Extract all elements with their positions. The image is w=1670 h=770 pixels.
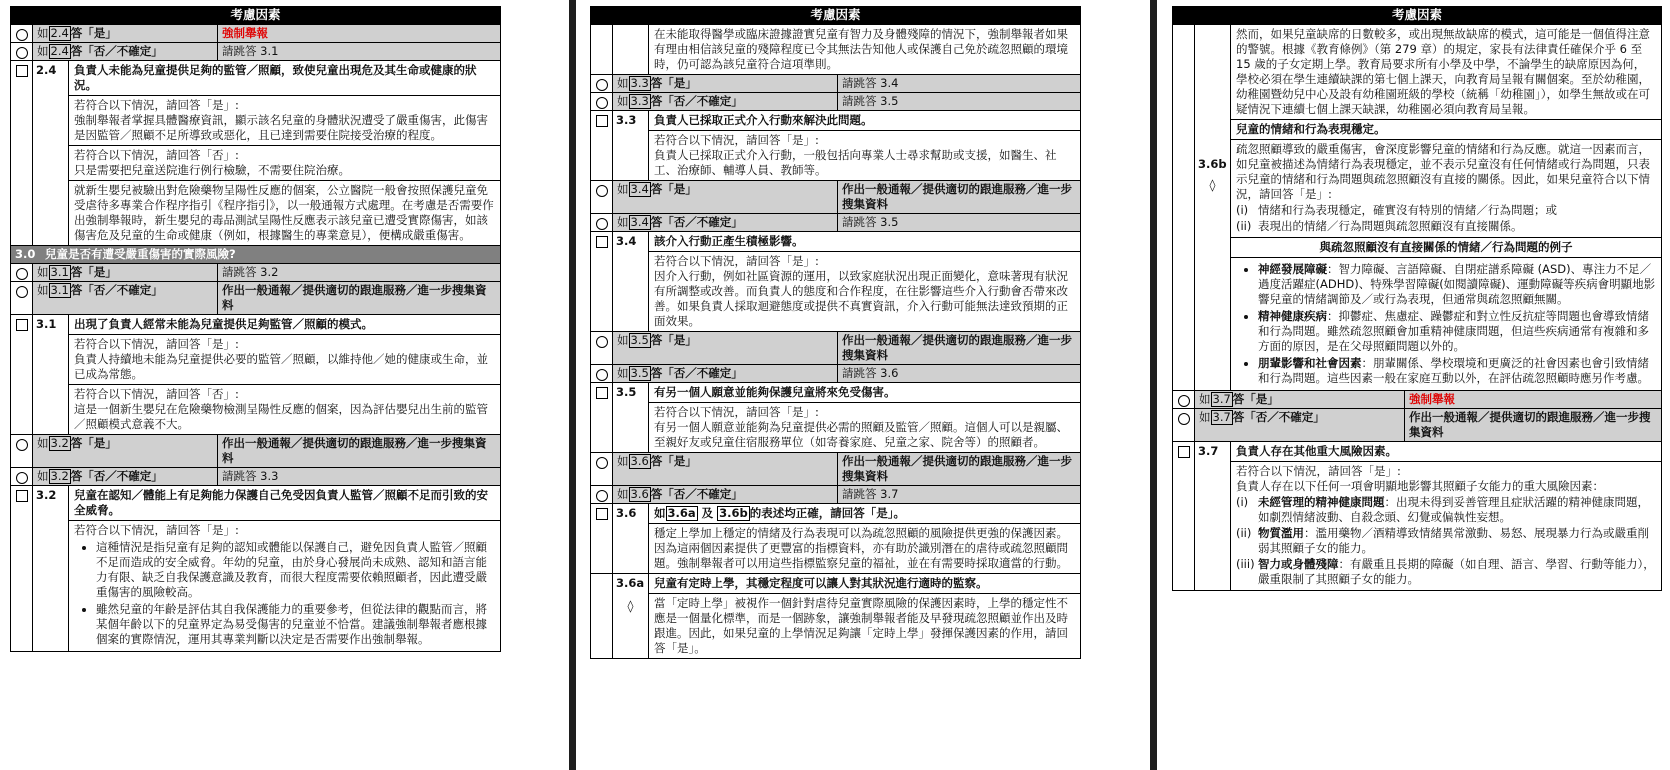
action-text: 作出一般通報／提供適切的跟進服務／進一步搜集資料 <box>838 332 1080 364</box>
radio-option[interactable] <box>16 439 28 451</box>
answer-row-yes: 如 2.4 答「是」 強制舉報 <box>11 24 500 42</box>
question-ref: 3.5 <box>630 366 649 380</box>
guidance-yes: 若符合以下情況，請回答「是」: 負責人存在以下任何一項會明顯地影響其照顧子女能力的重大風險因素： (i) 未經管理的精神健康問題：出現未得到妥善管理且症狀活躍的精神健康問題，如劇烈情緒波動、自殺念頭、幻覺或偏執性妄想。 (ii) 物質濫用：濫用藥物／酒精導致情緒異常激動、易怒、展現暴力行為或嚴重削弱其照顧子女的能力。 (iii) 智力或身體殘障：有嚴重且長期的障礙（如自理、語言、學習、行動等能力），嚴重限制了其照顧子女的能力。 <box>1231 461 1661 590</box>
answer-row-no: 如 3.2 答「否／不確定」 請跳答 3.3 <box>11 467 500 485</box>
question-ref: 3.3 <box>630 76 649 90</box>
bullet-item: • 神經發展障礙：智力障礙、言語障礙、自閉症譜系障礙 (ASD)、專注力不足／過度活躍症(ADHD)、特殊學習障礙(如閱讀障礙)、運動障礙等疾病會明顯地影響兒童的情緒調節及／或行為表現，但通常與疏忽照顧無關。 <box>1258 262 1656 307</box>
guidance-yes: 若符合以下情況，請回答「是」: • 這種情況是指兒童有足夠的認知或體能以保護自己，避免因負責人監管／照顧不足而造成的安全威脅。年幼的兒童，由於身心發展尚未成熟、認知和語言能力有限、缺乏自我保護意識及教育，而很大程度需要依賴照顧者，因此遭受嚴重傷害的風險較高。 • 雖然兒童的年齡是評估其自我保護能力的重要參考，但從法律的觀點而言，將某個年齡以下的兒童界定為易受傷害的兒童並不恰當。建議強制舉報者應根據個案的實際情況，運用其專業判斷以決定是否需要作出強制舉報。 <box>69 520 500 651</box>
guidance-no: 若符合以下情況，請回答「否」: 只是需要把兒童送院進行例行檢驗，不需要住院治療。 <box>69 145 500 180</box>
guidance-yes: 若符合以下情況，請回答「是」: 負責人持續地未能為兒童提供必要的監管／照顧，以維持他／她的健康或生命，並已成為常態。 <box>69 334 500 384</box>
action-text: 請跳答 3.5 <box>838 93 1080 110</box>
page-divider <box>569 0 576 770</box>
question-3-5: 3.5 有另一個人願意並能夠保護兒童將來免受傷害。 若符合以下情況，請回答「是」: 有另一個人願意並能夠為兒童提供必需的照顧及監管／照顧。這個人可以是親屬、至親好友或兒童住宿服務單位（如寄養家庭、兒童之家、院舍等）的照顧者。 <box>591 382 1080 452</box>
page-column-2 <box>590 6 1081 659</box>
question-ref: 3.4 <box>630 215 649 229</box>
action-text: 請跳答 3.4 <box>838 75 1080 92</box>
radio-option[interactable] <box>16 472 28 484</box>
question-title: 如 3.6a 及 3.6b 的表述均正確，請回答「是」。 <box>654 506 906 520</box>
answer-row-yes: 如 3.7 答「是」 強制舉報 <box>1173 390 1661 408</box>
checkbox[interactable] <box>596 508 608 520</box>
continuation-block: 在未能取得醫學或臨床證據證實兒童有智力及身體殘障的情況下，強制舉報者如果有理由相信該兒童的殘障程度已令其無法告知他人或保護自己免於疏忽照顧的環境時，仍可認為該兒童符合這項準則。 <box>591 24 1080 74</box>
answer-row-no: 如 3.4 答「否／不確定」 請跳答 3.5 <box>591 213 1080 231</box>
question-ref: 2.4 <box>50 44 69 58</box>
radio-option[interactable] <box>596 369 608 381</box>
question-title: 負責人已採取正式介入行動來解決此問題。 <box>654 113 873 127</box>
question-title: 負責人未能為兒童提供足夠的監管／照顧，致使兒童出現危及其生命或健康的狀況。 <box>74 63 477 92</box>
answer-row-yes: 如 3.2 答「是」 作出一般通報／提供適切的跟進服務／進一步搜集資料 <box>11 434 500 467</box>
guidance-yes: 若符合以下情況，請回答「是」: 負責人已採取正式介入行動，一般包括向專業人士尋求幫助或支援，如醫生、社工、治療師、輔導人員、教師等。 <box>649 130 1080 180</box>
question-title: 負責人存在其他重大風險因素。 <box>1236 444 1397 458</box>
question-ref: 2.4 <box>50 26 69 40</box>
radio-option[interactable] <box>596 97 608 109</box>
question-3-6a: 3.6a ◊ 兒童有定時上學，其穩定程度可以讓人對其狀況進行適時的監察。 當「定時上學」被視作一個針對虐待兒童實際風險的保護因素時，上學的穩定性不應是一個量化標準，而是一個跡象，讓強制舉報者能及早發現疏忽照顧並作出及時跟進。因此，如果兒童的上學情況足夠讓「定時上學」發揮保護因素的作用，請回答「是」。 <box>591 573 1080 658</box>
page-divider <box>1150 0 1157 770</box>
answer-row-yes: 如 3.6 答「是」 作出一般通報／提供適切的跟進服務／進一步搜集資料 <box>591 452 1080 485</box>
answer-row-no: 如 3.5 答「否／不確定」 請跳答 3.6 <box>591 364 1080 382</box>
action-text: 強制舉報 <box>1405 391 1661 408</box>
answer-row-yes: 如 3.3 答「是」 請跳答 3.4 <box>591 74 1080 92</box>
question-ref: 3.1 <box>50 265 69 279</box>
answer-row-no: 如 3.7 答「否／不確定」 作出一般通報／提供適切的跟進服務／進一步搜集資料 <box>1173 408 1661 441</box>
column-header: 考慮因素 <box>11 6 500 24</box>
action-text: 作出一般通報／提供適切的跟進服務／進一步搜集資料 <box>838 453 1080 485</box>
question-3-6b: 3.6b ◊ 然而，如果兒童缺席的日數較多，或出現無故缺席的模式，這可能是一個值得注意的警號。根據《教育條例》（第 279 章）的規定，家長有法律責任確保介乎 6 至 15 歲的子女定期上學。教育局要求所有小學及中學，不論學生的缺席原因為何，學校必須在學生連續缺課的第七個上課天，向教育局呈報有關個案。至於幼稚園，幼稚園暨幼兒中心及設有幼稚園班級的學校（統稱「幼稚園」），如學生無故或在可疑情況下連續七個上課天缺課，幼稚園必須向教育局呈報。 兒童的情緒和行為表現穩定。 疏忽照顧導致的嚴重傷害，會深度影響兒童的情緒和行為反應。就這一因素而言，如兒童被描述為情緒行為表現穩定，並不表示兒童沒有任何情緒或行為問題，只表示兒童的情緒和行為問題與疏忽照顧沒有直接的關係。因此，如果兒童符合以下情況，請回答「是」: (i) 情緒和行為表現穩定，確實沒有特別的情緒／行為問題；或 (ii) 表現出的情緒／行為問題與疏忽照顧沒有直接關係。 與疏忽照顧沒有直接關係的情緒／行為問題的例子 • 神經發展障礙：智力障礙、言語障礙、自閉症譜系障礙 (ASD)、專注力不足／過度活躍症(ADHD)、特殊學習障礙(如閱讀障礙)、運動障礙等疾病會明顯地影響兒童的情緒調節及／或行為表現，但通常與疏忽照顧無關。 • 精神健康疾病：抑鬱症、焦慮症、躁鬱症和對立性反抗症等問題也會導致情緒和行為問題。雖然疏忽照顧會加重精神健康問題，但這些疾病通常有複雜和多方面的原因，是在父母照顧問題以外的。 • 朋輩影響和社會因素：朋輩關係、學校環境和更廣泛的社會因素也會引致情緒和行為問題。這些因素一般在家庭互動以外，在評估疏忽照顧時應另作考慮。 <box>1173 24 1661 390</box>
action-text: 請跳答 3.2 <box>218 264 500 281</box>
action-text: 請跳答 3.3 <box>218 468 500 485</box>
radio-option[interactable] <box>1178 395 1190 407</box>
checkbox[interactable] <box>1178 446 1190 458</box>
answer-row-no: 如 2.4 答「否／不確定」 請跳答 3.1 <box>11 42 500 60</box>
checkbox[interactable] <box>596 387 608 399</box>
action-text: 作出一般通報／提供適切的跟進服務／進一步搜集資料 <box>218 435 500 467</box>
question-3-4: 3.4 該介入行動正產生積極影響。 若符合以下情況，請回答「是」: 因介入行動，例如社區資源的運用，以致家庭狀況出現正面變化，意味著現有狀況有所調整或改善。而負責人的態度和合作程度，在往影響這些介入行動會否帶來改善。如果負責人採取迴避態度或提供不真實資訊，介入行動可能無法達致預期的正面效果。 <box>591 231 1080 331</box>
column-header: 考慮因素 <box>1173 6 1661 24</box>
guidance-text: 當「定時上學」被視作一個針對虐待兒童實際風險的保護因素時，上學的穩定性不應是一個量化標準，而是一個跡象，讓強制舉報者能及早發現疏忽照顧並作出及時跟進。因此，如果兒童的上學情況足夠讓「定時上學」發揮保護因素的作用，請回答「是」。 <box>649 593 1080 658</box>
action-text: 請跳答 3.1 <box>218 43 500 60</box>
checkbox[interactable] <box>16 65 28 77</box>
guidance-note: 就新生嬰兒被驗出對危險藥物呈陽性反應的個案，公立醫院一般會按照保護兒童免受虐待多專業合作程序指引《程序指引》，以一般通報方式處理。在考慮是否需要作出強制舉報時，新生嬰兒的毒品測試呈陽性反應表示該兒童已遭受實際傷害，如該傷害危及兒童的生命或健康（例如，根據醫生的專業意見），便構成嚴重傷害。 <box>69 180 500 245</box>
answer-row-no: 如 3.3 答「否／不確定」 請跳答 3.5 <box>591 92 1080 110</box>
answer-row-no: 如 3.6 答「否／不確定」 請跳答 3.7 <box>591 485 1080 503</box>
diamond-icon: ◊ <box>1209 178 1216 192</box>
question-ref: 3.6a <box>667 506 696 520</box>
question-ref: 3.3 <box>630 94 649 108</box>
question-ref: 3.1 <box>50 283 69 297</box>
question-2-4: 2.4 負責人未能為兒童提供足夠的監管／照顧，致使兒童出現危及其生命或健康的狀況。 若符合以下情況，請回答「是」: 強制舉報者掌握具體醫療資訊，顯示該名兒童的身體狀況遭受了嚴重傷害，此傷害是因監管／照顧不足所導致或惡化，且已達到需要住院接受治療的程度。 若符合以下情況，請回答「否」: 只是需要把兒童送院進行例行檢驗，不需要住院治療。 就新生嬰兒被驗出對危險藥物呈陽性反應的個案，公立醫院一般會按照保護兒童免受虐待多專業合作程序指引《程序指引》，以一般通報方式處理。在考慮是否需要作出強制舉報時，新生嬰兒的毒品測試呈陽性反應表示該兒童已遭受實際傷害，如該傷害危及兒童的生命或健康（例如，根據醫生的專業意見），便構成嚴重傷害。 <box>11 60 500 245</box>
bullet-item: • 雖然兒童的年齡是評估其自我保護能力的重要參考，但從法律的觀點而言，將某個年齡以下的兒童界定為易受傷害的兒童並不恰當。建議強制舉報者應根據個案的實際情況，運用其專業判斷以決定是否需要作出強制舉報。 <box>96 602 495 647</box>
question-title: 兒童在認知／體能上有足夠能力保護自己免受因負責人監管／照顧不足而引致的安全威脅。 <box>74 488 488 517</box>
answer-row-yes: 如 3.1 答「是」 請跳答 3.2 <box>11 263 500 281</box>
action-text: 作出一般通報／提供適切的跟進服務／進一步搜集資料 <box>1405 409 1661 441</box>
action-text: 請跳答 3.6 <box>838 365 1080 382</box>
answer-row-no: 如 3.1 答「否／不確定」 作出一般通報／提供適切的跟進服務／進一步搜集資料 <box>11 281 500 314</box>
question-ref: 3.6 <box>630 487 649 501</box>
guidance-text: 穩定上學加上穩定的情緒及行為表現可以為疏忽照顧的風險提供更強的保護因素。因為這兩個因素提供了更豐富的指標資料，亦有助於識別潛在的虐待或疏忽照顧問題。強制舉報者可以用這些指標監察兒童的福祉，並在有需要時採取適當的行動。 <box>649 523 1080 573</box>
examples-list <box>1231 257 1661 390</box>
radio-option[interactable] <box>16 47 28 59</box>
radio-option[interactable] <box>1178 413 1190 425</box>
guidance-no: 若符合以下情況，請回答「否」: 這是一個新生嬰兒在危險藥物檢測呈陽性反應的個案，因為評估嬰兒出生前的監管／照顧模式意義不大。 <box>69 384 500 434</box>
question-title: 出現了負責人經常未能為兒童提供足夠監管／照顧的模式。 <box>74 317 373 331</box>
question-title: 兒童的情緒和行為表現穩定。 <box>1231 119 1661 139</box>
radio-option[interactable] <box>596 490 608 502</box>
question-title: 有另一個人願意並能夠保護兒童將來免受傷害。 <box>654 385 896 399</box>
action-text: 請跳答 3.5 <box>838 214 1080 231</box>
page-column-1 <box>10 6 501 652</box>
question-ref: 3.2 <box>50 469 69 483</box>
question-ref: 3.7 <box>1212 410 1231 424</box>
bullet-item: • 朋輩影響和社會因素：朋輩關係、學校環境和更廣泛的社會因素也會引致情緒和行為問題。這些因素一般在家庭互動以外，在評估疏忽照顧時應另作考慮。 <box>1258 356 1656 386</box>
question-3-7: 3.7 負責人存在其他重大風險因素。 若符合以下情況，請回答「是」: 負責人存在以下任何一項會明顯地影響其照顧子女能力的重大風險因素： (i) 未經管理的精神健康問題：出現未得到妥善管理且症狀活躍的精神健康問題，如劇烈情緒波動、自殺念頭、幻覺或偏執性妄想。 (ii) 物質濫用：濫用藥物／酒精導致情緒異常激動、易怒、展現暴力行為或嚴重削弱其照顧子女的能力。 (iii) 智力或身體殘障：有嚴重且長期的障礙（如自理、語言、學習、行動等能力），嚴重限制了其照顧子女的能力。 <box>1173 441 1661 590</box>
guidance-yes: 若符合以下情況，請回答「是」: 有另一個人願意並能夠為兒童提供必需的照顧及監管／照顧。這個人可以是親屬、至親好友或兒童住宿服務單位（如寄養家庭、兒童之家、院舍等）的照顧者。 <box>649 402 1080 452</box>
question-title: 兒童有定時上學，其穩定程度可以讓人對其狀況進行適時的監察。 <box>654 576 988 590</box>
checkbox[interactable] <box>596 236 608 248</box>
guidance-yes: 若符合以下情況，請回答「是」: 因介入行動，例如社區資源的運用，以致家庭狀況出現正面變化，意味著現有狀況有所調整或改善。而負責人的態度和合作程度，在往影響這些介入行動會否帶來改善。如果負責人採取迴避態度或提供不真實資訊，介入行動可能無法達致預期的正面效果。 <box>649 251 1080 331</box>
continuation-text: 然而，如果兒童缺席的日數較多，或出現無故缺席的模式，這可能是一個值得注意的警號。根據《教育條例》（第 279 章）的規定，家長有法律責任確保介乎 6 至 15 歲的子女定期上學。教育局要求所有小學及中學，不論學生的缺席原因為何，學校必須在學生連續缺課的第七個上課天，向教育局呈報有關個案。至於幼稚園，幼稚園暨幼兒中心及設有幼稚園班級的學校（統稱「幼稚園」），如學生無故或在可疑情況下連續七個上課天缺課，幼稚園必須向教育局呈報。 <box>1236 27 1650 116</box>
radio-option[interactable] <box>596 79 608 91</box>
diamond-icon: ◊ <box>627 599 634 613</box>
radio-option[interactable] <box>596 457 608 469</box>
question-3-3: 3.3 負責人已採取正式介入行動來解決此問題。 若符合以下情況，請回答「是」: 負責人已採取正式介入行動，一般包括向專業人士尋求幫助或支援，如醫生、社工、治療師、輔導人員、教師等。 <box>591 110 1080 180</box>
page-column-3 <box>1172 6 1662 591</box>
guidance-yes: 疏忽照顧導致的嚴重傷害，會深度影響兒童的情緒和行為反應。就這一因素而言，如兒童被描述為情緒行為表現穩定，並不表示兒童沒有任何情緒或行為問題，只表示兒童的情緒和行為問題與疏忽照顧沒有直接的關係。因此，如果兒童符合以下情況，請回答「是」: (i) 情緒和行為表現穩定，確實沒有特別的情緒／行為問題；或 (ii) 表現出的情緒／行為問題與疏忽照顧沒有直接關係。 <box>1231 139 1661 237</box>
question-ref: 3.4 <box>630 182 649 196</box>
checkbox[interactable] <box>596 115 608 127</box>
bullet-item: • 這種情況是指兒童有足夠的認知或體能以保護自己，避免因負責人監管／照顧不足而造成的安全威脅。年幼的兒童，由於身心發展尚未成熟、認知和語言能力有限、缺乏自我保護意識及教育，而很大程度需要依賴照顧者，因此遭受嚴重傷害的風險較高。 <box>96 540 495 600</box>
examples-header: 與疏忽照顧沒有直接關係的情緒／行為問題的例子 <box>1231 237 1661 257</box>
radio-option[interactable] <box>596 185 608 197</box>
question-title: 該介入行動正產生積極影響。 <box>654 234 804 248</box>
action-text: 作出一般通報／提供適切的跟進服務／進一步搜集資料 <box>218 282 500 314</box>
question-ref: 3.2 <box>50 436 69 450</box>
guidance-yes: 若符合以下情況，請回答「是」: 強制舉報者掌握具體醫療資訊，顯示該名兒童的身體狀況遭受了嚴重傷害，此傷害是因監管／照顧不足所導致或惡化，且已達到需要住院接受治療的程度。 <box>69 95 500 145</box>
question-ref: 3.6 <box>630 454 649 468</box>
question-ref: 3.7 <box>1212 392 1231 406</box>
radio-option[interactable] <box>596 336 608 348</box>
question-ref: 3.6b <box>719 506 748 520</box>
question-3-1: 3.1 出現了負責人經常未能為兒童提供足夠監管／照顧的模式。 若符合以下情況，請回答「是」: 負責人持續地未能為兒童提供必要的監管／照顧，以維持他／她的健康或生命，並已成為常態。 若符合以下情況，請回答「否」: 這是一個新生嬰兒在危險藥物檢測呈陽性反應的個案，因為評估嬰兒出生前的監管／照顧模式意義不大。 <box>11 314 500 434</box>
column-header: 考慮因素 <box>591 6 1080 24</box>
question-3-2: 3.2 兒童在認知／體能上有足夠能力保護自己免受因負責人監管／照顧不足而引致的安全威脅。 若符合以下情況，請回答「是」: • 這種情況是指兒童有足夠的認知或體能以保護自己，避免因負責人監管／照顧不足而造成的安全威脅。年幼的兒童，由於身心發展尚未成熟、認知和語言能力有限、缺乏自我保護意識及教育，而很大程度需要依賴照顧者，因此遭受嚴重傷害的風險較高。 • 雖然兒童的年齡是評估其自我保護能力的重要參考，但從法律的觀點而言，將某個年齡以下的兒童界定為易受傷害的兒童並不恰當。建議強制舉報者應根據個案的實際情況，運用其專業判斷以決定是否需要作出強制舉報。 <box>11 485 500 651</box>
action-text: 作出一般通報／提供適切的跟進服務／進一步搜集資料 <box>838 181 1080 213</box>
radio-option[interactable] <box>16 268 28 280</box>
section-header-3-0: 3.0 兒童是否有遭受嚴重傷害的實際風險? <box>11 245 500 263</box>
action-text: 強制舉報 <box>218 25 500 42</box>
answer-row-yes: 如 3.4 答「是」 作出一般通報／提供適切的跟進服務／進一步搜集資料 <box>591 180 1080 213</box>
answer-row-yes: 如 3.5 答「是」 作出一般通報／提供適切的跟進服務／進一步搜集資料 <box>591 331 1080 364</box>
radio-option[interactable] <box>596 218 608 230</box>
bullet-item: • 精神健康疾病：抑鬱症、焦慮症、躁鬱症和對立性反抗症等問題也會導致情緒和行為問題。雖然疏忽照顧會加重精神健康問題，但這些疾病通常有複雜和多方面的原因，是在父母照顧問題以外的。 <box>1258 309 1656 354</box>
checkbox[interactable] <box>16 319 28 331</box>
radio-option[interactable] <box>16 286 28 298</box>
question-ref: 3.5 <box>630 333 649 347</box>
action-text: 請跳答 3.7 <box>838 486 1080 503</box>
radio-option[interactable] <box>16 29 28 41</box>
question-3-6: 3.6 如 3.6a 及 3.6b 的表述均正確，請回答「是」。 穩定上學加上穩定的情緒及行為表現可以為疏忽照顧的風險提供更強的保護因素。因為這兩個因素提供了更豐富的指標資料，亦有助於識別潛在的虐待或疏忽照顧問題。強制舉報者可以用這些指標監察兒童的福祉，並在有需要時採取適當的行動。 <box>591 503 1080 573</box>
checkbox[interactable] <box>16 490 28 502</box>
